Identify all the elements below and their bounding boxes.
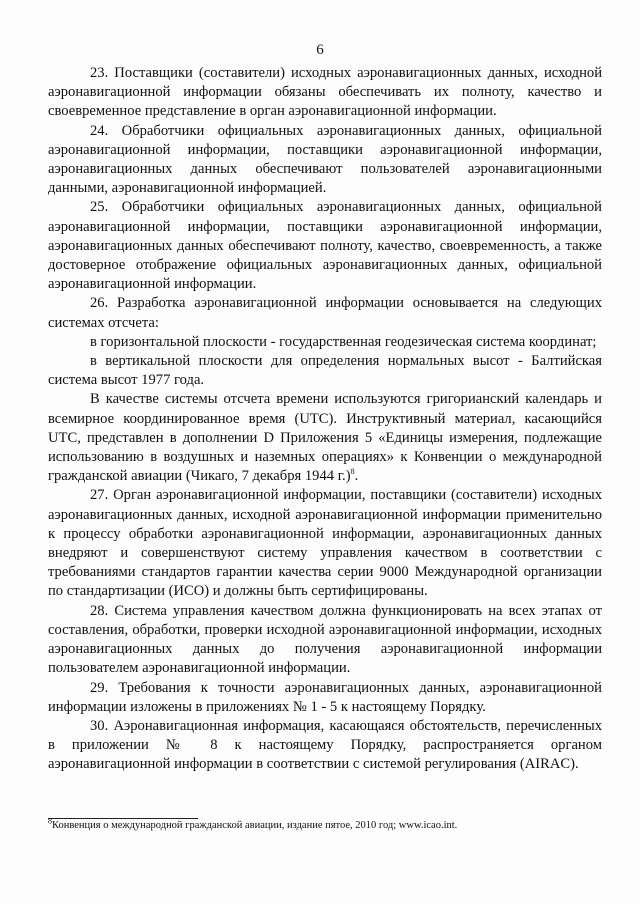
paragraph-horizontal-system: в горизонтальной плоскости - государственная геодезическая система координат;	[90, 333, 597, 350]
paragraph-time-reference: В качестве системы отсчета времени используются григорианский календарь и всемирное координированное время (UTC). Инструктивный материал, касающийся UTC, представлен в дополнении D Приложения 5 «Единицы измерения, подлежащие использованию в воздушных и наземных операциях» к Конвенции о международной гражданской авиации (Чикаго, 7 декабря 1944 г.)$^8$.	[48, 391, 602, 485]
footnote	[48, 816, 602, 832]
paragraph-27: 27. Орган аэронавигационной информации, поставщики (составители) исходных аэронавигационных данных, исходной аэронавигационной информации применительно к процессу обработки аэронавигационной информации, аэронавигационных данных внедряют и совершенствуют систему управления качеством в соответствии с требованиями стандартов гарантии качества серии 9000 Международной организации по стандартизации (ИСО) и должны быть сертифицированы.	[48, 487, 602, 600]
footnote-marker: 8	[48, 816, 52, 826]
paragraph-24: 24. Обработчики официальных аэронавигационных данных, официальной аэронавигационной информации, поставщики аэронавигационной информации, аэронавигационных данных обеспечивают пользователей аэронавигационными данными, аэронавигационной информацией.	[48, 122, 602, 197]
paragraph-30: 30. Аэронавигационная информация, касающаяся обстоятельств, перечисленных в приложении № 8 к настоящему Порядку, распространяется органом аэронавигационной информации в соответствии с системой регулирования (AIRAC).	[48, 717, 602, 773]
footnote-reference: 8	[350, 467, 355, 477]
paragraph-26: 26. Разработка аэронавигационной информации основывается на следующих системах отсчета:	[48, 295, 602, 331]
paragraph-vertical-system: в вертикальной плоскости для определения нормальных высот - Балтийская система высот 1977 года.	[48, 353, 602, 389]
paragraph-29: 29. Требования к точности аэронавигационных данных, аэронавигационной информации изложены в приложениях № 1 - 5 к настоящему Порядку.	[48, 679, 602, 715]
page-number: 6	[316, 42, 324, 58]
paragraph-28: 28. Система управления качеством должна функционировать на всех этапах от составления, обработки, проверки исходной аэронавигационной информации, исходных аэронавигационных данных до получения аэронавигационной информации пользователем аэронавигационной информации.	[48, 602, 602, 677]
document-body	[48, 64, 602, 775]
paragraph-25: 25. Обработчики официальных аэронавигационных данных, официальной аэронавигационной информации, поставщики аэронавигационной информации, аэронавигационных данных обеспечивают полноту, качество, своевременность, а также достоверное отображение официальных аэронавигационных данных, официальной аэронавигационной информации.	[48, 199, 602, 293]
footnote-text: Конвенция о международной гражданской авиации, издание пятое, 2010 год; www.icao.int.	[52, 820, 458, 831]
paragraph-23: 23. Поставщики (составители) исходных аэронавигационных данных, исходной аэронавигационной информации обязаны обеспечивать их полноту, качество и своевременное представление в орган аэронавигационной информации.	[48, 65, 602, 120]
time-reference-text: В качестве системы отсчета времени используются григорианский календарь и всемирное координированное время (UTC). Инструктивный материал, касающийся UTC, представлен в дополнении D Приложения 5 «Единицы измерения, подлежащие использованию в воздушных и наземных операциях» к Конвенции о международной гражданской авиации (Чикаго, 7 декабря 1944 г.)	[48, 391, 602, 485]
